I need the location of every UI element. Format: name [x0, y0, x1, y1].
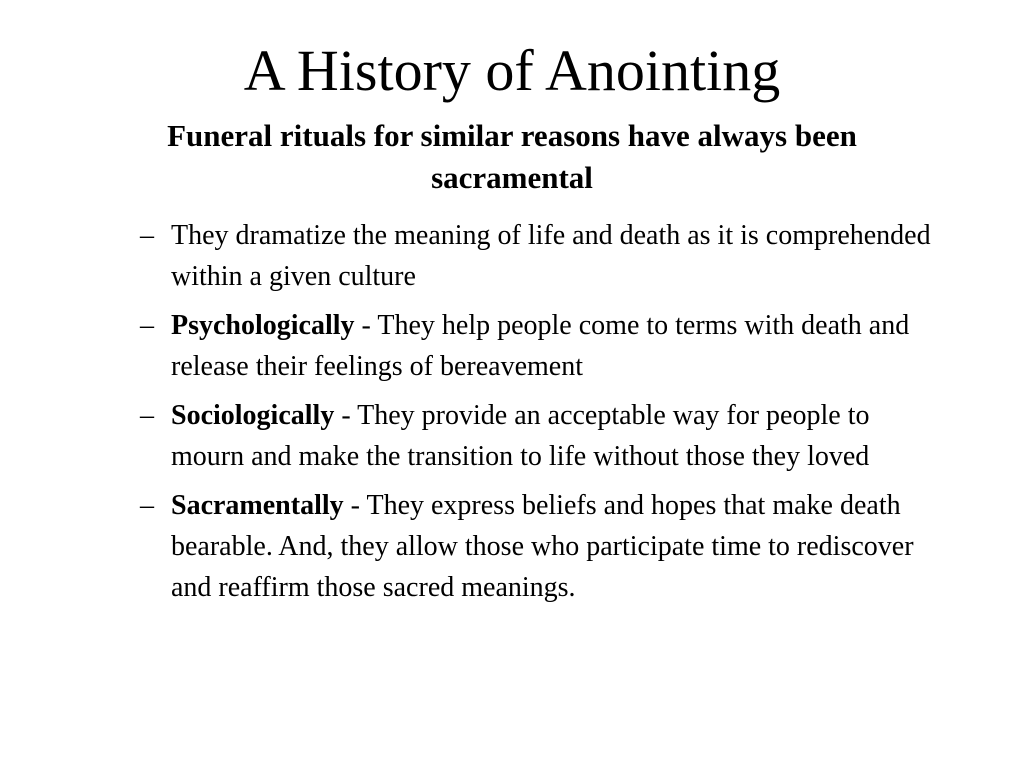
bullet-item — [140, 215, 940, 297]
bullet-text: They dramatize the meaning of life and death as it is comprehended within a given culture — [171, 220, 931, 292]
bullet-item — [140, 395, 940, 477]
bullet-list — [140, 215, 940, 616]
bullet-item — [140, 485, 940, 608]
bullet-dash: – — [140, 310, 154, 341]
bullet-dash: – — [140, 220, 154, 251]
bullet-dash: – — [140, 400, 154, 431]
bullet-lead: Sacramentally — [171, 490, 344, 521]
bullet-lead: Sociologically — [171, 400, 335, 431]
bullet-dash: – — [140, 490, 154, 521]
bullet-text: - They help people come to terms with death and release their feelings of bereavement — [171, 310, 910, 382]
bullet-text: - They provide an acceptable way for people to mourn and make the transition to life without those they loved — [171, 400, 870, 472]
slide-title: A History of Anointing — [243, 38, 781, 103]
slide-subtitle: Funeral rituals for similar reasons have always been sacramental — [167, 118, 857, 195]
bullet-text: - They express beliefs and hopes that make death bearable. And, they allow those who participate time to rediscover and reaffirm those sacred meanings. — [171, 490, 914, 603]
bullet-item — [140, 305, 940, 387]
bullet-lead: Psychologically — [171, 310, 355, 341]
